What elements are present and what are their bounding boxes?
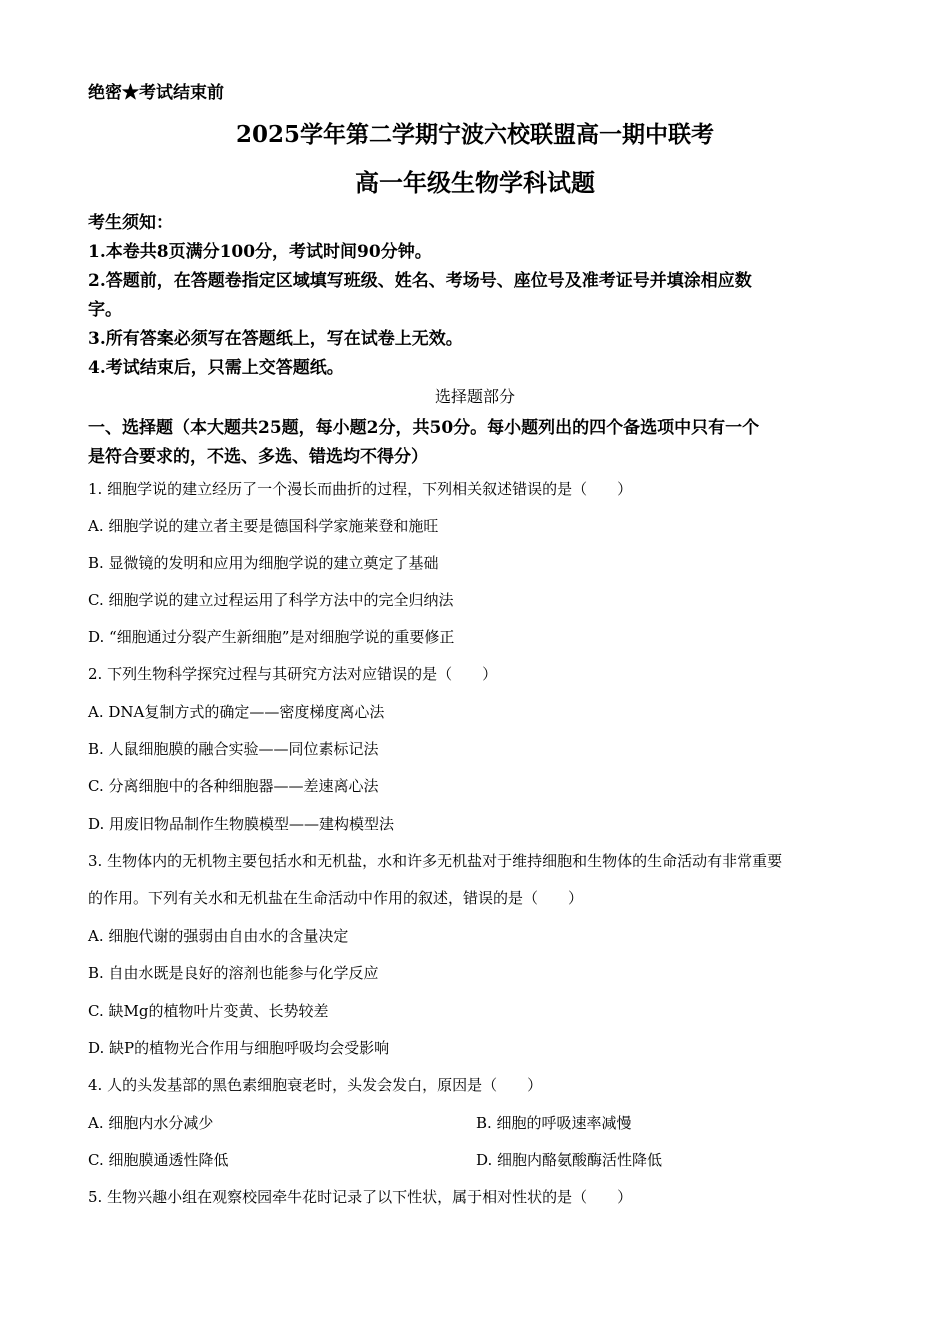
question-stem: 4. 人的头发基部的黑色素细胞衰老时，头发会发白，原因是（ ） xyxy=(88,1076,543,1094)
option-text: C. 细胞膜通透性降低 xyxy=(88,1151,229,1169)
notice-item: 3.所有答案必须写在答题纸上，写在试卷上无效。 xyxy=(88,329,463,349)
section-instructions: 一、选择题（本大题共25题，每小题2分，共50分。每小题列出的四个备选项中只有一个 xyxy=(88,418,760,438)
option-text: C. 细胞学说的建立过程运用了科学方法中的完全归纳法 xyxy=(88,591,454,609)
option-text: B. 细胞的呼吸速率减慢 xyxy=(476,1114,632,1132)
option-text: B. 显微镜的发明和应用为细胞学说的建立奠定了基础 xyxy=(88,554,439,572)
notice-item: 4.考试结束后，只需上交答题纸。 xyxy=(88,358,344,378)
option-text: C. 分离细胞中的各种细胞器——差速离心法 xyxy=(88,777,379,795)
option-text: D. 细胞内酪氨酸酶活性降低 xyxy=(476,1151,663,1169)
option-text: C. 缺Mg的植物叶片变黄、长势较差 xyxy=(88,1002,329,1020)
secret-label: 绝密★考试结束前 xyxy=(88,83,224,103)
section-part-title: 选择题部分 xyxy=(434,387,515,406)
option-text: A. 细胞内水分减少 xyxy=(88,1114,214,1132)
option-text: D. 用废旧物品制作生物膜模型——建构模型法 xyxy=(88,815,395,833)
exam-subtitle: 高一年级生物学科试题 xyxy=(355,168,595,197)
exam-title: 2025学年第二学期宁波六校联盟高一期中联考 xyxy=(235,121,714,148)
question-stem: 的作用。下列有关水和无机盐在生命活动中作用的叙述，错误的是（ ） xyxy=(88,889,584,907)
notice-item: 2.答题前，在答题卷指定区域填写班级、姓名、考场号、座位号及准考证号并填涂相应数 xyxy=(88,271,752,291)
question-stem: 2. 下列生物科学探究过程与其研究方法对应错误的是（ ） xyxy=(88,665,498,683)
option-text: D. “细胞通过分裂产生新细胞”是对细胞学说的重要修正 xyxy=(88,628,455,646)
option-text: A. 细胞代谢的强弱由自由水的含量决定 xyxy=(88,927,349,945)
option-text: B. 人鼠细胞膜的融合实验——同位素标记法 xyxy=(88,740,379,758)
option-text: A. 细胞学说的建立者主要是德国科学家施莱登和施旺 xyxy=(88,517,439,535)
section-instructions: 是符合要求的，不选、多选、错选均不得分） xyxy=(88,447,428,467)
notice-item: 字。 xyxy=(88,300,122,320)
notice-heading: 考生须知： xyxy=(88,213,173,233)
question-stem: 3. 生物体内的无机物主要包括水和无机盐，水和许多无机盐对于维持细胞和生物体的生命活动有非常重要 xyxy=(88,852,783,870)
option-text: A. DNA复制方式的确定——密度梯度离心法 xyxy=(88,703,385,721)
question-stem: 5. 生物兴趣小组在观察校园牵牛花时记录了以下性状，属于相对性状的是（ ） xyxy=(88,1188,633,1206)
option-text: D. 缺P的植物光合作用与细胞呼吸均会受影响 xyxy=(88,1039,390,1057)
notice-item: 1.本卷共8页满分100分，考试时间90分钟。 xyxy=(88,242,432,262)
question-stem: 1. 细胞学说的建立经历了一个漫长而曲折的过程，下列相关叙述错误的是（ ） xyxy=(88,480,633,498)
option-text: B. 自由水既是良好的溶剂也能参与化学反应 xyxy=(88,964,379,982)
